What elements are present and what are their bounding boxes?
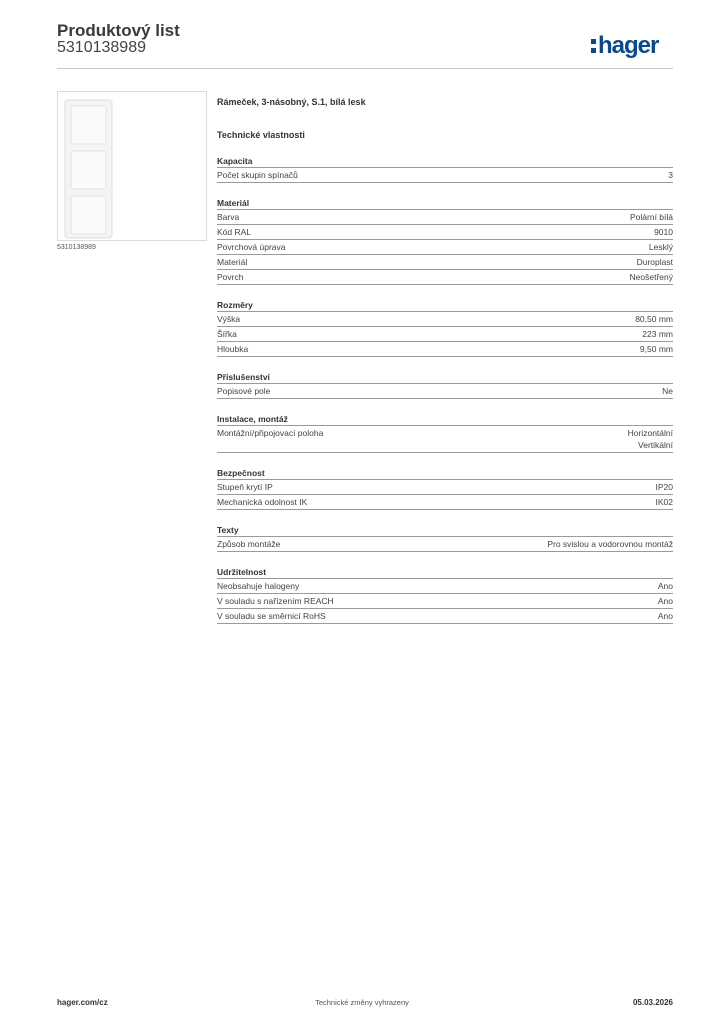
spec-value: Ano: [657, 596, 673, 606]
spec-section: [217, 194, 673, 285]
section-rows: [217, 479, 673, 510]
spec-value: IK02: [655, 497, 673, 507]
spec-row: [217, 269, 673, 285]
header-divider: [57, 68, 673, 69]
spec-row: [217, 341, 673, 357]
spec-row: [217, 254, 673, 269]
spec-value: Horizontální Vertikální: [627, 428, 673, 450]
spec-row: [217, 479, 673, 494]
spec-row: [217, 383, 673, 399]
spec-label: Počet skupin spínačů: [217, 170, 298, 180]
spec-row: [217, 224, 673, 239]
spec-value: 9010: [654, 227, 673, 237]
spec-label: Šířka: [217, 329, 237, 339]
hager-logo: [590, 29, 676, 59]
spec-row: [217, 311, 673, 326]
spec-sections: [217, 152, 673, 624]
product-image: [57, 91, 207, 241]
spec-row: [217, 167, 673, 183]
spec-value: IP20: [655, 482, 673, 492]
spec-label: Stupeň krytí IP: [217, 482, 273, 492]
section-title: Instalace, montáž: [217, 414, 288, 424]
section-title: Rozměry: [217, 300, 253, 310]
spec-row: [217, 239, 673, 254]
spec-label: Montážní/připojovací poloha: [217, 428, 324, 438]
section-title: Bezpečnost: [217, 468, 265, 478]
spec-value: 9,50 mm: [639, 344, 673, 354]
spec-label: Kód RAL: [217, 227, 252, 237]
spec-section: [217, 296, 673, 357]
spec-section: [217, 521, 673, 552]
spec-label: Výška: [217, 314, 241, 324]
spec-value: Lesklý: [648, 242, 673, 252]
spec-value: Ano: [657, 611, 673, 621]
section-rows: [217, 425, 673, 453]
product-code: 5310138989: [57, 39, 146, 56]
spec-label: Barva: [217, 212, 240, 222]
section-rows: [217, 383, 673, 399]
section-rows: [217, 311, 673, 357]
spec-value: Duroplast: [636, 257, 673, 267]
section-rows: [217, 167, 673, 183]
section-title: Udržitelnost: [217, 567, 267, 577]
spec-row: [217, 593, 673, 608]
spec-row: [217, 536, 673, 552]
spec-label: Povrchová úprava: [217, 242, 286, 252]
section-rows: [217, 209, 673, 285]
section-title: Texty: [217, 525, 239, 535]
spec-label: Hloubka: [217, 344, 249, 354]
spec-label: V souladu se směrnicí RoHS: [217, 611, 326, 621]
spec-label: Způsob montáže: [217, 539, 281, 549]
spec-section: [217, 563, 673, 624]
spec-row: [217, 608, 673, 624]
logo-text: hager: [598, 32, 659, 59]
section-rows: [217, 536, 673, 552]
spec-value: 3: [668, 170, 673, 180]
spec-label: V souladu s nařízením REACH: [217, 596, 334, 606]
product-name: Rámeček, 3-násobný, S.1, bílá lesk: [217, 97, 366, 107]
spec-section: [217, 410, 673, 453]
footer-date: 05.03.2026: [632, 998, 673, 1007]
spec-value: 80,50 mm: [635, 314, 673, 324]
spec-value: Ano: [657, 581, 673, 591]
footer-website: hager.com/cz: [57, 998, 108, 1007]
section-title: Materiál: [217, 198, 250, 208]
section-title: Příslušenství: [217, 372, 270, 382]
section-title: Kapacita: [217, 156, 253, 166]
image-caption: 5310138989: [57, 244, 96, 251]
spec-label: Neobsahuje halogeny: [217, 581, 300, 591]
spec-value: 223 mm: [642, 329, 673, 339]
frame-illustration: [58, 92, 206, 240]
spec-section: [217, 368, 673, 399]
spec-section: [217, 464, 673, 510]
spec-label: Materiál: [217, 257, 248, 267]
spec-row: [217, 326, 673, 341]
footer-note: Technické změny vyhrazeny: [315, 998, 409, 1007]
spec-label: Povrch: [217, 272, 244, 282]
spec-label: Mechanická odolnost IK: [217, 497, 308, 507]
spec-section: [217, 152, 673, 183]
spec-value: Ne: [662, 386, 673, 396]
spec-row: [217, 209, 673, 224]
page-title: Produktový list: [57, 21, 180, 40]
spec-row: [217, 494, 673, 510]
tech-heading: Technické vlastnosti: [217, 130, 305, 140]
spec-label: Popisové pole: [217, 386, 271, 396]
spec-row: [217, 578, 673, 593]
section-rows: [217, 578, 673, 624]
spec-value: Neošetřený: [629, 272, 673, 282]
spec-value: Polární bílá: [630, 212, 673, 222]
spec-content: [217, 96, 673, 624]
spec-row: [217, 425, 673, 453]
spec-value: Pro svislou a vodorovnou montáž: [547, 539, 673, 549]
